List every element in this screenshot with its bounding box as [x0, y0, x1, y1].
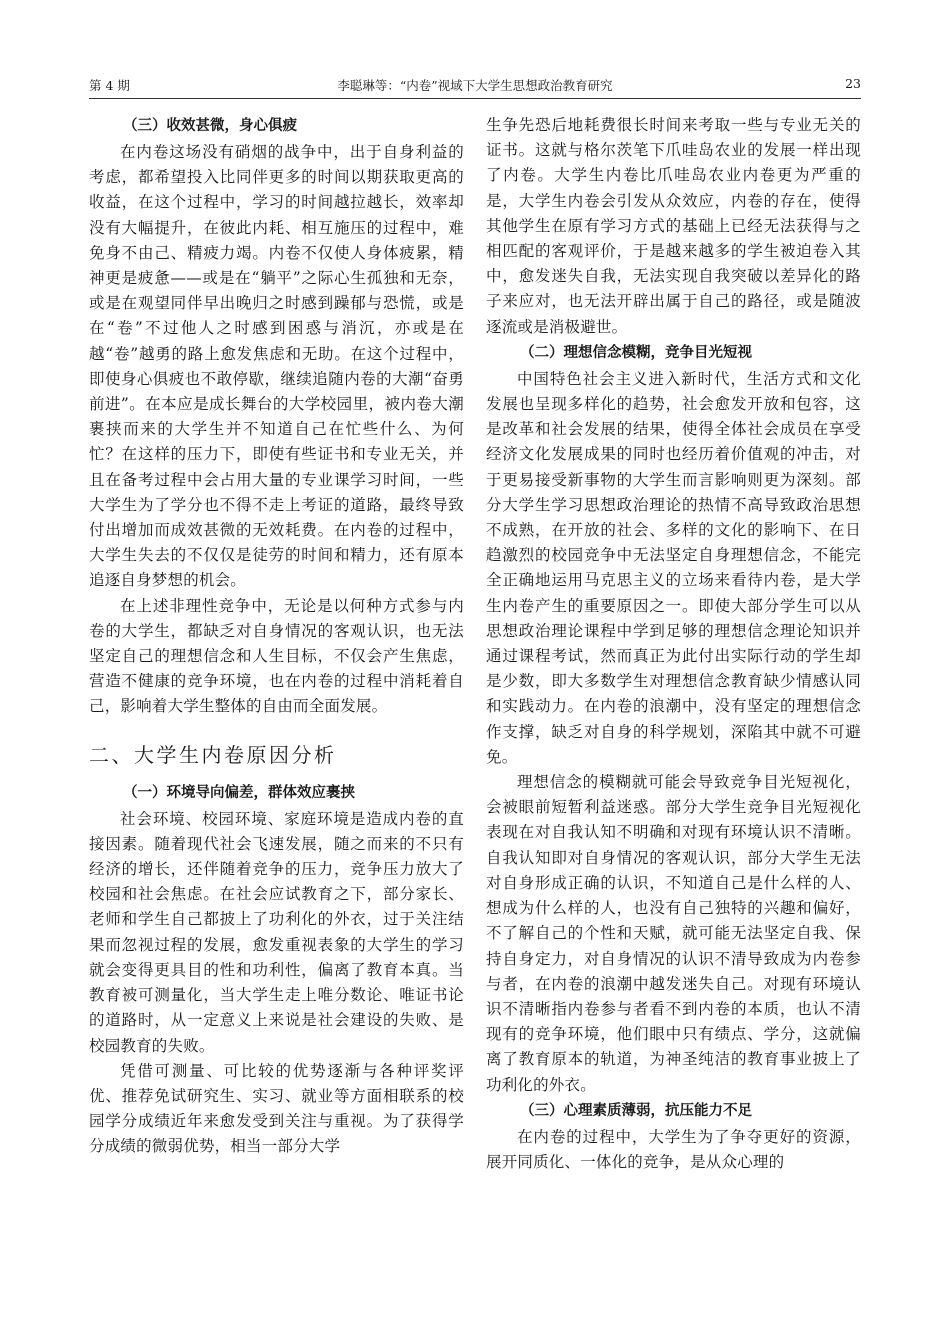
left-column	[89, 113, 464, 1160]
paragraph: 在上述非理性竞争中，无论是以何种方式参与内卷的大学生，都缺乏对自身情况的客观认识，也无法坚定自己的理想信念和人生目标，不仅会产生焦虑，营造不健康的竞争环境，也在内卷的过程中消耗着自己，影响着大学生整体的自由而全面发展。	[89, 596, 464, 716]
issue-label: 第 4 期	[89, 78, 130, 93]
paragraph: 中国特色社会主义进入新时代，生活方式和文化发展也呈现多样化的趋势，社会愈发开放和包容，这是改革和社会发展的结果，使得全体社会成员在享受经济文化发展成果的同时也经历着价值观的冲击，对于更易接受新事物的大学生而言影响则更为深刻。部分大学生学习思想政治理论的热情不高导致政治思想不成熟，在开放的社会、多样的文化的影响下、在日趋激烈的校园竞争中无法坚定自身理想信念，不能完全正确地运用马克思主义的立场来看待内卷，是大学生内卷产生的重要原因之一。即使大部分学生可以从思想政治理论课程中学到足够的理想信念理论知识并通过课程考试，然而真正为此付出实际行动的学生却是少数，即大多数学生对理想信念教育缺少情感认同和实践动力。在内卷的浪潮中，没有坚定的理想信念作支撑，缺乏对自身的科学规划，深陷其中就不可避免。	[486, 369, 861, 766]
running-title: 李聪琳等：“内卷”视域下大学生思想政治教育研究	[337, 78, 613, 93]
subsection-title: （三）收效甚微，身心俱疲	[123, 118, 297, 134]
subsection-title: （一）环境导向偏差，群体效应裹挟	[123, 784, 355, 801]
page-number: 23	[845, 76, 861, 91]
section-title: 二、大学生内卷原因分析	[89, 742, 337, 767]
running-header	[89, 76, 861, 99]
paragraph: 在内卷这场没有硝烟的战争中，出于自身利益的考虑，都希望投入比同伴更多的时间以期获取更高的收益，在这个过程中，学习的时间越拉越长，效率却没有大幅提升，在彼此内耗、相互施压的过程中，难免身不由己、精疲力竭。内卷不仅使人身体疲累，精神更是疲惫——或是在“躺平”之际心生孤独和无奈，或是在观望同伴早出晚归之时感到躁郁与恐慌，或是在“卷”不过他人之时感到困惑与消沉，亦或是在越“卷”越勇的路上愈发焦虑和无助。在这个过程中，即使身心俱疲也不敢停歇，继续追随内卷的大潮“奋勇前进”。在本应是成长舞台的大学校园里，被内卷大潮裹挟而来的大学生并不知道自己在忙些什么、为何忙？在这样的压力下，即使有些证书和专业无关，并且在备考过程中会占用大量的专业课学习时间，一些大学生为了学分也不得不走上考证的道路，最终导致付出增加而成效甚微的无效耗费。在内卷的过程中，大学生失去的不仅仅是徒劳的时间和精力，还有原本追逐自身梦想的机会。	[89, 143, 464, 590]
subsection-title: （二）理想信念模糊，竞争目光短视	[520, 344, 752, 361]
paragraph: 凭借可测量、可比较的优势逐渐与各种评奖评优、推荐免试研究生、实习、就业等方面相联系的校园学分成绩近年来愈发受到关注与重视。为了获得学分成绩的微弱优势，相当一部分大学	[89, 1061, 464, 1156]
right-column	[486, 113, 861, 1175]
subsection-title: （三）心理素质薄弱，抗压能力不足	[520, 1102, 752, 1119]
paragraph: 在内卷的过程中，大学生为了争夺更好的资源，展开同质化、一体化的竞争，是从众心理的	[486, 1127, 861, 1171]
paragraph: 社会环境、校园环境、家庭环境是造成内卷的直接因素。随着现代社会飞速发展，随之而来的不只有经济的增长，还伴随着竞争的压力，竞争压力放大了校园和社会焦虑。在社会应试教育之下，部分家长、老师和学生自己都披上了功利化的外衣，过于关注结果而忽视过程的发展，愈发重视表象的大学生的学习就会变得更具目的性和功利性，偏离了教育本真。当教育被可测量化，当大学生走上唯分数论、唯证书论的道路时，从一定意义上来说是社会建设的失败、是校园教育的失败。	[89, 809, 464, 1055]
paragraph-continued: 生争先恐后地耗费很长时间来考取一些与专业无关的证书。这就与格尔茨笔下爪哇岛农业的发展一样出现了内卷。大学生内卷比爪哇岛农业内卷更为严重的是，大学生内卷会引发从众效应，内卷的存在，使得其他学生在原有学习方式的基础上已经无法获得与之相匹配的客观评价，于是越来越多的学生被迫卷入其中，愈发迷失自我，无法实现自我突破以差异化的路子来应对，也无法开辟出属于自己的路径，或是随波逐流或是消极避世。	[486, 116, 861, 336]
paragraph: 理想信念的模糊就可能会导致竞争目光短视化，会被眼前短暂利益迷惑。部分大学生竞争目光短视化表现在对自我认知不明确和对现有环境认识不清晰。自我认知即对自身情况的客观认识，部分大学生无法对自身形成正确的认识，不知道自己是什么样的人、想成为什么样的人，也没有自己独特的兴趣和偏好，不了解自己的个性和天赋，就可能无法坚定自我、保持自身定力，对自身情况的认识不清导致成为内卷参与者，在内卷的浪潮中越发迷失自己。对现有环境认识不清晰指内卷参与者看不到内卷的本质，也认不清现有的竞争环境，他们眼中只有绩点、学分，这就偏离了教育原本的轨道，为神圣纯洁的教育事业披上了功利化的外衣。	[486, 773, 861, 1094]
